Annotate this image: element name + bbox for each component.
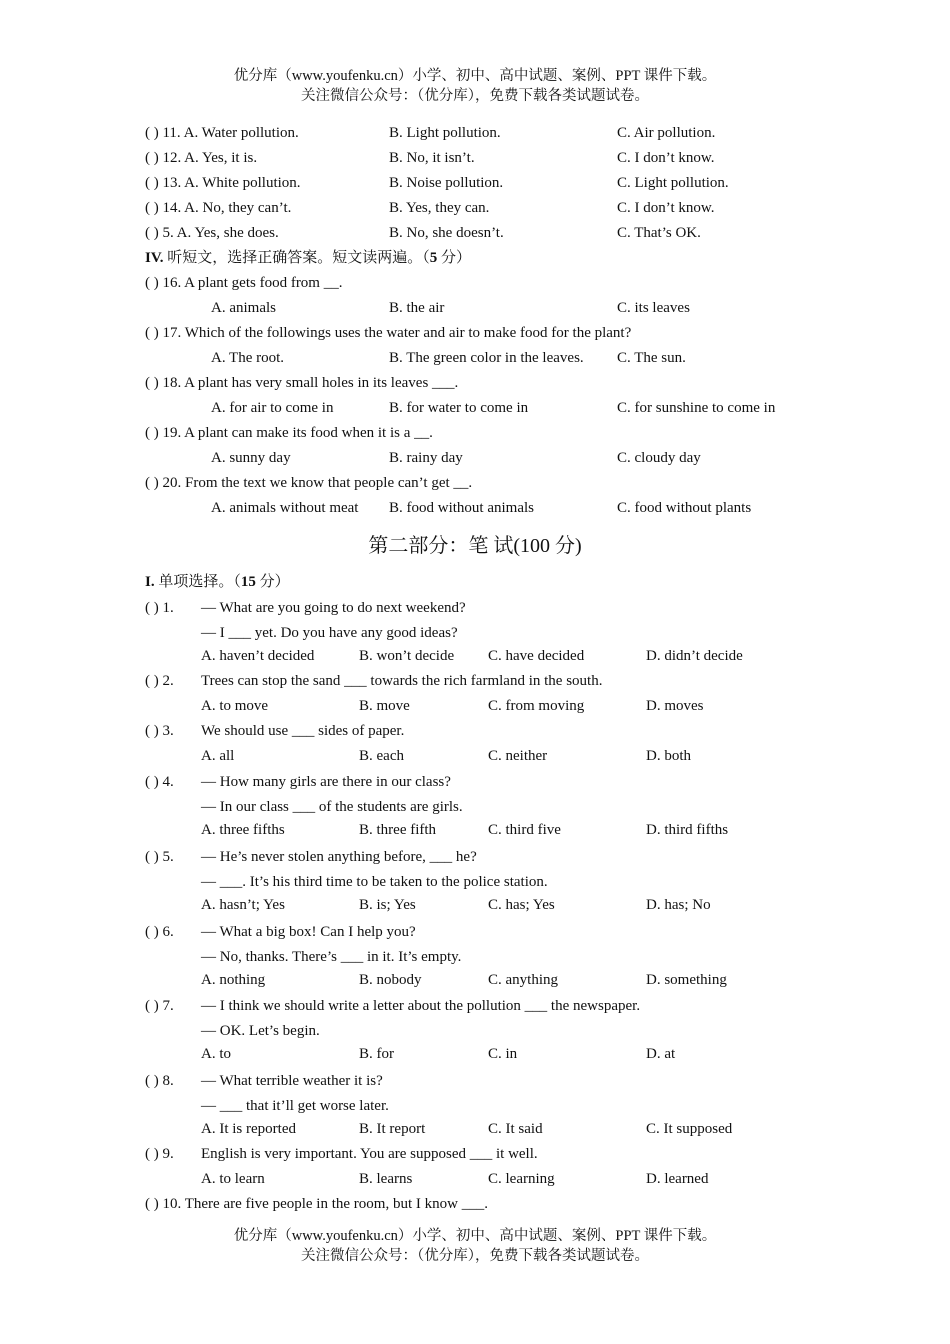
option-b: B. the air: [389, 300, 445, 316]
option-d: C. It supposed: [646, 1121, 733, 1137]
section-roman: I.: [145, 574, 155, 590]
listening-question-13: [0, 171, 950, 195]
option-b: B. three fifth: [359, 822, 437, 838]
choice-options-8: [0, 1117, 950, 1141]
question-line: — In our class ___ of the students are girls.: [201, 799, 463, 815]
choice-question-2: [0, 669, 950, 693]
section-title: 单项选择。（: [154, 574, 241, 590]
option-c: C. neither: [488, 748, 548, 764]
option-c: C. has; Yes: [488, 897, 555, 913]
choice-question-7: [0, 994, 950, 1018]
question-line: — ___ that it’ll get worse later.: [201, 1098, 389, 1114]
option-b: B. nobody: [359, 972, 422, 988]
passage-question-19: [0, 421, 950, 445]
option-c: C. I don’t know.: [617, 150, 715, 166]
question-stem: ( ) 11. A. Water pollution.: [145, 125, 299, 141]
question-line: Trees can stop the sand ___ towards the rich farmland in the south.: [201, 673, 603, 689]
option-c: C. third five: [488, 822, 561, 838]
option-b: B. Yes, they can.: [389, 200, 490, 216]
listening-question-15: [0, 221, 950, 245]
listening-question-14: [0, 196, 950, 220]
choice-options-3: [0, 744, 950, 768]
option-c: C. The sun.: [617, 350, 686, 366]
option-c: C. in: [488, 1046, 518, 1062]
option-a: A. It is reported: [201, 1121, 296, 1137]
option-c: C. learning: [488, 1171, 555, 1187]
section-iv-heading: [145, 246, 471, 270]
option-c: C. It said: [488, 1121, 543, 1137]
option-a: A. three fifths: [201, 822, 285, 838]
question-number: ( ) 1.: [145, 600, 174, 616]
option-a: A. sunny day: [211, 450, 291, 466]
option-c: C. from moving: [488, 698, 585, 714]
option-d: D. learned: [646, 1171, 709, 1187]
option-b: B. It report: [359, 1121, 426, 1137]
option-a: A. nothing: [201, 972, 266, 988]
section-points: 5: [429, 250, 438, 266]
option-b: B. rainy day: [389, 450, 463, 466]
option-a: A. animals: [211, 300, 276, 316]
question-line: English is very important. You are supposed ___ it well.: [201, 1146, 538, 1162]
question-line-row: [0, 795, 950, 819]
question-line: — I ___ yet. Do you have any good ideas?: [201, 625, 458, 641]
choice-options-5: [0, 893, 950, 917]
passage-question-17: [0, 321, 950, 345]
question-number: ( ) 3.: [145, 723, 174, 739]
question-number: ( ) 6.: [145, 924, 174, 940]
passage-options-20: [0, 496, 950, 520]
question-line-row: [0, 621, 950, 645]
passage-question-16: [0, 271, 950, 295]
option-c: C. anything: [488, 972, 558, 988]
option-c: C. That’s OK.: [617, 225, 701, 241]
option-b: B. The green color in the leaves.: [389, 350, 584, 366]
choice-question-1: [0, 596, 950, 620]
question-line-row: [0, 945, 950, 969]
question-number: ( ) 8.: [145, 1073, 174, 1089]
choice-question-8: [0, 1069, 950, 1093]
option-c: C. cloudy day: [617, 450, 701, 466]
option-a: A. to learn: [201, 1171, 265, 1187]
question-stem: ( ) 12. A. Yes, it is.: [145, 150, 258, 166]
question-line: — What terrible weather it is?: [201, 1073, 383, 1089]
option-b: B. move: [359, 698, 410, 714]
question-line-row: [0, 1094, 950, 1118]
option-b: B. is; Yes: [359, 897, 416, 913]
question-line: — How many girls are there in our class?: [201, 774, 451, 790]
passage-options-16: [0, 296, 950, 320]
option-b: B. each: [359, 748, 404, 764]
option-b: B. food without animals: [389, 500, 534, 516]
option-d: D. moves: [646, 698, 704, 714]
question-line: — He’s never stolen anything before, ___ he?: [201, 849, 477, 865]
choice-options-2: [0, 694, 950, 718]
question-line: — OK. Let’s begin.: [201, 1023, 320, 1039]
option-d: D. both: [646, 748, 691, 764]
option-c: C. its leaves: [617, 300, 690, 316]
question-stem: ( ) 10. There are five people in the room, but I know ___.: [145, 1196, 488, 1212]
question-number: ( ) 5.: [145, 849, 174, 865]
question-stem: ( ) 5. A. Yes, she does.: [145, 225, 279, 241]
listening-question-11: [0, 121, 950, 145]
choice-question-10: [0, 1192, 950, 1216]
footer-line-1: 优分库（www.youfenku.cn）小学、初中、高中试题、案例、PPT 课件下载。: [233, 1228, 717, 1244]
option-b: B. for water to come in: [389, 400, 529, 416]
question-stem: ( ) 18. A plant has very small holes in its leaves ___.: [145, 375, 459, 391]
question-number: ( ) 4.: [145, 774, 174, 790]
choice-options-4: [0, 818, 950, 842]
section-title: 听短文，选择正确答案。短文读两遍。（: [163, 250, 430, 266]
option-b: B. No, it isn’t.: [389, 150, 475, 166]
question-line: We should use ___ sides of paper.: [201, 723, 405, 739]
option-c: C. I don’t know.: [617, 200, 715, 216]
question-line-row: [0, 870, 950, 894]
choice-question-3: [0, 719, 950, 743]
question-stem: ( ) 20. From the text we know that people can’t get __.: [145, 475, 473, 491]
option-b: B. Noise pollution.: [389, 175, 504, 191]
question-line: — ___. It’s his third time to be taken to the police station.: [201, 874, 548, 890]
option-d: D. something: [646, 972, 727, 988]
question-number: ( ) 9.: [145, 1146, 174, 1162]
question-number: ( ) 2.: [145, 673, 174, 689]
choice-question-9: [0, 1142, 950, 1166]
option-a: A. all: [201, 748, 235, 764]
option-c: C. for sunshine to come in: [617, 400, 776, 416]
passage-options-17: [0, 346, 950, 370]
option-b: B. Light pollution.: [389, 125, 501, 141]
option-b: B. for: [359, 1046, 394, 1062]
listening-question-12: [0, 146, 950, 170]
option-d: D. at: [646, 1046, 676, 1062]
option-d: D. didn’t decide: [646, 648, 743, 664]
header-line-1: 优分库（www.youfenku.cn）小学、初中、高中试题、案例、PPT 课件下载。: [233, 68, 717, 84]
choice-question-4: [0, 770, 950, 794]
option-b: B. No, she doesn’t.: [389, 225, 504, 241]
choice-options-9: [0, 1167, 950, 1191]
option-a: A. to move: [201, 698, 269, 714]
question-line: — What are you going to do next weekend?: [201, 600, 466, 616]
header-line-2: 关注微信公众号：（优分库），免费下载各类试题试卷。: [301, 88, 649, 104]
option-b: B. learns: [359, 1171, 413, 1187]
question-line-row: [0, 1019, 950, 1043]
option-c: C. have decided: [488, 648, 585, 664]
option-c: C. food without plants: [617, 500, 752, 516]
question-line: — No, thanks. There’s ___ in it. It’s empty.: [201, 949, 462, 965]
question-stem: ( ) 19. A plant can make its food when it is a __.: [145, 425, 433, 441]
option-d: D. third fifths: [646, 822, 729, 838]
choice-options-6: [0, 968, 950, 992]
question-number: ( ) 7.: [145, 998, 174, 1014]
question-line: — I think we should write a letter about the pollution ___ the newspaper.: [201, 998, 641, 1014]
option-a: A. hasn’t; Yes: [201, 897, 285, 913]
question-stem: ( ) 13. A. White pollution.: [145, 175, 301, 191]
option-d: D. has; No: [646, 897, 711, 913]
section-i-heading: [145, 570, 290, 594]
footer-line-2: 关注微信公众号：（优分库），免费下载各类试题试卷。: [301, 1248, 649, 1264]
passage-question-18: [0, 371, 950, 395]
choice-options-7: [0, 1042, 950, 1066]
option-a: A. animals without meat: [211, 500, 359, 516]
option-a: A. for air to come in: [211, 400, 334, 416]
question-stem: ( ) 16. A plant gets food from __.: [145, 275, 343, 291]
option-b: B. won’t decide: [359, 648, 455, 664]
option-a: A. haven’t decided: [201, 648, 315, 664]
part-two-title: 第二部分：笔 试(100 分): [368, 535, 582, 557]
question-stem: ( ) 14. A. No, they can’t.: [145, 200, 292, 216]
choice-options-1: [0, 644, 950, 668]
section-tail: 分）: [437, 250, 472, 266]
passage-question-20: [0, 471, 950, 495]
question-stem: ( ) 17. Which of the followings uses the water and air to make food for the plant?: [145, 325, 632, 341]
option-a: A. to: [201, 1046, 231, 1062]
choice-question-6: [0, 920, 950, 944]
option-c: C. Air pollution.: [617, 125, 716, 141]
section-tail: 分）: [255, 574, 290, 590]
section-points: 15: [240, 574, 256, 590]
section-roman: IV.: [145, 250, 164, 266]
passage-options-18: [0, 396, 950, 420]
question-line: — What a big box! Can I help you?: [201, 924, 416, 940]
choice-question-5: [0, 845, 950, 869]
option-a: A. The root.: [211, 350, 285, 366]
option-c: C. Light pollution.: [617, 175, 729, 191]
passage-options-19: [0, 446, 950, 470]
